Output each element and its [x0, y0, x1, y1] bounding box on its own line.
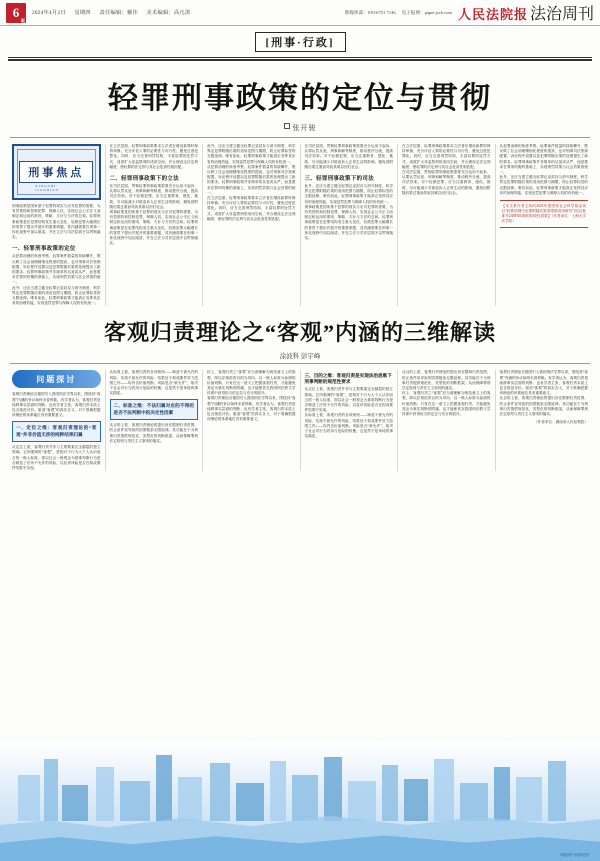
article2-col-5 [397, 370, 495, 471]
article1-para-1: 刑事政策是国家基于犯罪的现实与应对犯罪的需要，为有效预防和控制犯罪、保障人权、实现社会公平正义而制定和运用的准则、策略、方针与方法的总和。轻罪刑事政策是在犯罪结构发生重大变化、轻微犯罪大幅增长的背景下提出并展开的重要命题，其内涵需要在刑事一体化视野中加以厘清，并在立法与司法层面予以贯彻落实。 [12, 204, 101, 240]
article2-signature: （作者单位：湖南省人民检察院） [534, 420, 588, 425]
article2-highlight-2: 二、标准之维：不法归属对应的不得的是否不法判断中的决定性因素 [110, 399, 199, 420]
article2-col-2 [105, 370, 203, 471]
article1-col-6 [495, 144, 593, 306]
article1-section-3: 三、轻罪刑事政策下的司法 [304, 176, 374, 183]
skyline-building [292, 775, 318, 821]
article1-para-9: 在立法层面，轻罪刑事政策要求立法者在增设新罪时保持审慎，充分评估入罪的必要性与可行性，避免过度犯罪化。同时，应当完善刑罚结构，丰富轻罪的处罚方式，适度扩大非监禁刑的适用空间，并合理设定法定刑幅度，使轻罪的法定刑与其社会危害性相匹配。 [207, 196, 296, 221]
article1-section-2: 二、轻罪刑事政策下的立法 [109, 176, 179, 183]
article1-para-4: 在立法层面，轻罪刑事政策要求立法者在增设新罪时保持审慎，充分评估入罪的必要性与可行性，避免过度犯罪化。同时，应当完善刑罚结构，丰富轻罪的处罚方式，适度扩大非监禁刑的适用空间，并合理设定法定刑幅度，使轻罪的法定刑与其社会危害性相匹配。 [109, 144, 198, 169]
skyline-building [236, 783, 264, 821]
article2-para-7: 从定位上看，客观归责并非与主观要素完全割裂的独立领域。它所强调的“客观”，是相对于行为人个人认识而言的一般人标准，即以社会一般观念为基准判断行为是否制造了法所不允许的风险，以及该风险是否在构成要件结果中实现。 [304, 387, 393, 413]
article2-para-8: 从标准上看，客观归责的各项规则——制造不被允许的风险、实现不被允许的风险、结果处于构成要件效力范围之内——均内含价值判断。风险是否“被允许”，取决于社会对行为效用与危险的权衡，这显然不是单纯的事实描述。 [304, 413, 393, 439]
article1-para-3b: 此外，还应当建立健全轻罪记录封存与消灭制度，科学界定犯罪附随后果的适用范围与期限，防止轻罪标签的无限延伸。唯有如此，轻罪刑事政策才能真正发挥其应有的治理效能，实现惩罚犯罪与保障人权的有机统一。 [12, 285, 101, 306]
article2-para-1: 客观归责理论自德国引入我国刑法学界以来，围绕其“客观”内涵的争议始终未曾停歇。有学者认为，客观归责是纯粹事实层面的判断；也有学者主张，客观归责本质上包含规范评价。厘清“客观”的真实含义，对于准确把握该理论的体系地位具有重要意义。 [12, 392, 101, 418]
article1-author-note: 【本文系作者主持的2023年度国家社会科学基金项目“轻罪治理中犯罪附随后果的限制适用研究”(项目批准号23BFX048)的阶段性成果】（作者单位：上海大学法学院） [500, 200, 589, 228]
article1-para-12: 刑事政策是国家基于犯罪的现实与应对犯罪的需要，为有效预防和控制犯罪、保障人权、实现社会公平正义而制定和运用的准则、策略、方针与方法的总和。轻罪刑事政策是在犯罪结构发生重大变化、轻微犯罪大幅增长的背景下提出并展开的重要命题，其内涵需要在刑事一体化视野中加以厘清，并在立法与司法层面予以贯彻落实。 [304, 204, 393, 241]
ornament-label: 刑事焦点 [19, 161, 93, 183]
skyline-building [62, 785, 88, 821]
article1-byline [0, 123, 600, 133]
article1-section-1: 一、轻罪刑事政策的定位 [12, 246, 76, 253]
article2-para-9: 从目的上看，客观归责理论的提出旨在限制归责范围，防止条件说导致的因果链条无限延伸。其功能在于为刑事归责提供规范化、类型化的判断框架，从而保障罪刑法定原则与责任主义原则的落实。 [402, 370, 491, 391]
skyline-building [494, 767, 510, 821]
skyline-building [120, 781, 150, 821]
logo-main-text: 人民法院报 [457, 7, 528, 22]
skyline-building [434, 759, 454, 821]
article2-banner: 问题探讨 [12, 370, 101, 388]
divider-top-2 [8, 59, 592, 61]
article1-para-10: 在司法层面，贯彻轻罪刑事政策需要充分运用不起诉、认罪认罚从宽、刑事和解等制度，推动程序分流，提高司法效率。对于轻微犯罪，应当注重教育、感化、挽救，尽可能减少对被追诉人正常生活的影响，避免因附随后果过重而导致其难以回归社会。 [304, 144, 393, 169]
article2-col-1 [8, 370, 105, 471]
article1-col-5 [397, 144, 495, 306]
skyline-building [348, 781, 376, 821]
skyline-building [18, 775, 40, 821]
article1-author: 张开骏 [292, 124, 317, 132]
skyline-building [548, 761, 566, 821]
article2-para-12: 从目的上看，客观归责理论的提出旨在限制归责范围，防止条件说导致的因果链条无限延伸。其功能在于为刑事归责提供规范化、类型化的判断框架，从而保障罪刑法定原则与责任主义原则的落实。 [499, 396, 588, 417]
divider-headline [10, 137, 590, 138]
skyline-building [324, 757, 342, 821]
skyline-building [156, 755, 172, 821]
article1-para-13: 在立法层面，轻罪刑事政策要求立法者在增设新罪时保持审慎，充分评估入罪的必要性与可行性，避免过度犯罪化。同时，应当完善刑罚结构，丰富轻罪的处罚方式，适度扩大非监禁刑的适用空间，并合理设定法定刑幅度，使轻罪的法定刑与其社会危害性相匹配。 [402, 144, 491, 169]
masthead-meta [32, 9, 197, 16]
article1-columns [0, 144, 600, 306]
article1-para-2: 从犯罪治理的角度考察，轻罪案件数量的持续攀升，既反映了社会治理精细化程度的提高，也对刑事司法资源配置、诉讼程序设置以及犯罪附随后果的处理提出了新的要求。轻罪刑事政策并非简单的从宽或从严，而是要求在罪刑均衡的基础上，实现刑罚效果与社会效果的统一。 [12, 254, 101, 285]
page-number: 6 [12, 4, 20, 20]
article2-authors: 涂波科 彭宇峰 [279, 353, 321, 361]
article1-para-8: 从犯罪治理的角度考察，轻罪案件数量的持续攀升，既反映了社会治理精细化程度的提高，也对刑事司法资源配置、诉讼程序设置以及犯罪附随后果的处理提出了新的要求。轻罪刑事政策并非简单的从宽或从严，而是要求在罪刑均衡的基础上，实现刑罚效果与社会效果的统一。 [207, 164, 296, 195]
masthead [0, 0, 600, 26]
ornament-pinyin: XINGSHI JIAODIAN [35, 184, 59, 192]
article2-para-11: 客观归责理论自德国引入我国刑法学界以来，围绕其“客观”内涵的争议始终未曾停歇。有学者认为，客观归责是纯粹事实层面的判断；也有学者主张，客观归责本质上包含规范评价。厘清“客观”的真实含义，对于准确把握该理论的体系地位具有重要意义。 [499, 370, 588, 396]
divider-top [8, 57, 592, 58]
masthead-contact: 新媒体部：010-6751 7146 [344, 9, 396, 15]
page-number-badge [6, 3, 26, 23]
article2-byline [0, 351, 600, 360]
article1-para-16: 此外，还应当建立健全轻罪记录封存与消灭制度，科学界定犯罪附随后果的适用范围与期限，防止轻罪标签的无限延伸。唯有如此，轻罪刑事政策才能真正发挥其应有的治理效能，实现惩罚犯罪与保障人权的有机统一。 [499, 175, 588, 195]
skyline-building [516, 777, 542, 821]
skyline-building [96, 767, 114, 821]
masthead-right [345, 1, 594, 24]
skyline-building [460, 783, 488, 821]
skyline-building [404, 779, 428, 821]
column-tag-bar [0, 26, 600, 54]
footer-note: 本版图片为资料图片 [559, 853, 590, 857]
article1-para-15: 从犯罪治理的角度考察，轻罪案件数量的持续攀升，既反映了社会治理精细化程度的提高，也对刑事司法资源配置、诉讼程序设置以及犯罪附随后果的处理提出了新的要求。轻罪刑事政策并非简单的从宽或从严，而是要求在罪刑均衡的基础上，实现刑罚效果与社会效果的统一。 [499, 144, 588, 175]
skyline-building [270, 761, 286, 821]
article2-col-4 [300, 370, 398, 471]
masthead-weekday: 星期四 [74, 10, 91, 16]
skyline-building [382, 765, 398, 821]
article1-col-3 [202, 144, 300, 306]
masthead-art-editor: 美术编辑：高凡淇 [146, 10, 191, 16]
article1-para-11: 此外，还应当建立健全轻罪记录封存与消灭制度，科学界定犯罪附随后果的适用范围与期限，防止轻罪标签的无限延伸。唯有如此，轻罪刑事政策才能真正发挥其应有的治理效能，实现惩罚犯罪与保障人权的有机统一。 [304, 184, 393, 204]
article2-col-6 [495, 370, 593, 471]
article1-para-5: 在司法层面，贯彻轻罪刑事政策需要充分运用不起诉、认罪认罚从宽、刑事和解等制度，推动程序分流，提高司法效率。对于轻微犯罪，应当注重教育、感化、挽救，尽可能减少对被追诉人正常生活的影响，避免因附随后果过重而导致其难以回归社会。 [109, 184, 198, 209]
article1-para-14: 在司法层面，贯彻轻罪刑事政策需要充分运用不起诉、认罪认罚从宽、刑事和解等制度，推动程序分流，提高司法效率。对于轻微犯罪，应当注重教育、感化、挽救，尽可能减少对被追诉人正常生活的影响，避免因附随后果过重而导致其难以回归社会。 [402, 170, 491, 195]
masthead-date: 2024年4月2日 [32, 10, 66, 16]
article2-highlight-3: 三、目的之维：客观归责是实现法治思维下刑事判断的规范性要求 [304, 373, 392, 385]
skyline-building [210, 763, 230, 821]
article2-highlight-1: 一、定位之维：客观归责理论的“客观”并非价值无涉的纯粹结果归属 [12, 421, 101, 442]
article2-columns [0, 370, 600, 471]
newspaper-logo [458, 1, 594, 24]
article2-headline: 客观归责理论之“客观”内涵的三维解读 [103, 320, 496, 346]
article2-para-4: 从目的上看，客观归责理论的提出旨在限制归责范围，防止条件说导致的因果链条无限延伸。其功能在于为刑事归责提供规范化、类型化的判断框架，从而保障罪刑法定原则与责任主义原则的落实。 [109, 423, 198, 443]
divider-headline-2 [10, 363, 590, 364]
byline-marker-icon [284, 123, 290, 129]
article2-col-3 [202, 370, 300, 471]
article2-para-3: 从标准上看，客观归责的各项规则——制造不被允许的风险、实现不被允许的风险、结果处于构成要件效力范围之内——均内含价值判断。风险是否“被允许”，取决于社会对行为效用与危险的权衡，这显然不是单纯的事实描述。 [109, 370, 198, 396]
masthead-editor: 责任编辑：戴佳 [99, 10, 138, 16]
skyline-building [178, 777, 202, 821]
article1-col-1 [8, 144, 105, 306]
article2-para-10: 综上，客观归责之“客观”应当被理解为规范意义上的客观，即以法规范的目的为导向、以一般人标准为参照的价值判断。只有在这一意义上把握客观归责，才能避免其沦为事实判断的附庸，也才能使其在我国刑法教义学体系中获得恰当的定位与充分的展开。 [402, 391, 491, 417]
ornament-xingshi-jiaodian [12, 144, 101, 200]
column-tag: [刑事·行政] [255, 32, 346, 52]
logo-sub-text: 法治周刊 [529, 6, 594, 23]
article1-col-4 [300, 144, 398, 306]
masthead-website: 电子报网：paper.jcrb.com [401, 9, 452, 15]
article1-para-6: 刑事政策是国家基于犯罪的现实与应对犯罪的需要，为有效预防和控制犯罪、保障人权、实现社会公平正义而制定和运用的准则、策略、方针与方法的总和。轻罪刑事政策是在犯罪结构发生重大变化、轻微犯罪大幅增长的背景下提出并展开的重要命题，其内涵需要在刑事一体化视野中加以厘清，并在立法与司法层面予以贯彻落实。 [109, 210, 198, 246]
article1-col-2 [105, 144, 203, 306]
decorative-skyline [0, 743, 600, 861]
skyline-building [44, 759, 58, 821]
article2-para-5: 综上，客观归责之“客观”应当被理解为规范意义上的客观，即以法规范的目的为导向、以一般人标准为参照的价值判断。只有在这一意义上把握客观归责，才能避免其沦为事实判断的附庸，也才能使其在我国刑法教义学体系中获得恰当的定位与充分的展开。 [207, 370, 296, 396]
article2-para-6: 客观归责理论自德国引入我国刑法学界以来，围绕其“客观”内涵的争议始终未曾停歇。有学者认为，客观归责是纯粹事实层面的判断；也有学者主张，客观归责本质上包含规范评价。厘清“客观”的真实含义，对于准确把握该理论的体系地位具有重要意义。 [207, 396, 296, 422]
article1-headline: 轻罪刑事政策的定位与贯彻 [108, 82, 492, 115]
article2-para-2: 从定位上看，客观归责并非与主观要素完全割裂的独立领域。它所强调的“客观”，是相对于行为人个人认识而言的一般人标准，即以社会一般观念为基准判断行为是否制造了法所不允许的风险，以及该风险是否在构成要件结果中实现。 [12, 445, 101, 471]
page-number-unit: 版 [21, 17, 25, 23]
article1-para-7: 此外，还应当建立健全轻罪记录封存与消灭制度，科学界定犯罪附随后果的适用范围与期限，防止轻罪标签的无限延伸。唯有如此，轻罪刑事政策才能真正发挥其应有的治理效能，实现惩罚犯罪与保障人权的有机统一。 [207, 144, 296, 164]
